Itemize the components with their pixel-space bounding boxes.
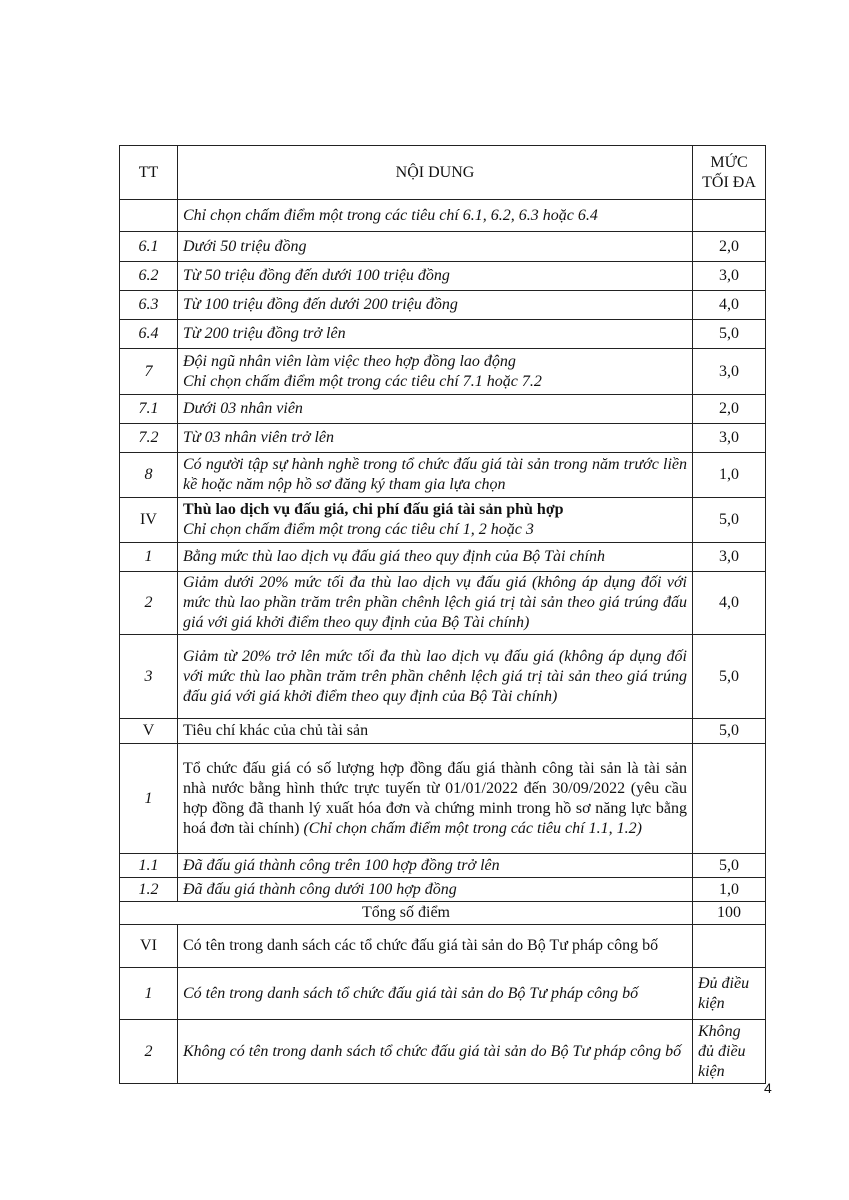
page-number: 4 <box>764 1080 772 1096</box>
row-content: Không có tên trong danh sách tổ chức đấu giá tài sản do Bộ Tư pháp công bố <box>178 1020 693 1084</box>
row-max <box>693 744 766 854</box>
criteria-table <box>119 145 766 1084</box>
header-tt: TT <box>120 146 178 200</box>
row-content-main: Tổ chức đấu giá có số lượng hợp đồng đấu giá thành công tài sản là tài sản nhà nước bằng hình thức trực tuyến từ 01/01/2022 đến 30/09/2022 (yêu cầu hợp đồng đã thanh lý xuất hóa đơn và chứng minh trong hồ sơ năng lực bằng hoá đơn tài chính) <box>183 759 687 837</box>
row-content: Có người tập sự hành nghề trong tổ chức đấu giá tài sản trong năm trước liền kề hoặc năm nộp hồ sơ đăng ký tham gia lựa chọn <box>178 453 693 498</box>
table-row <box>120 878 766 902</box>
row-content <box>178 498 693 543</box>
header-max-line1: MỨC <box>710 153 748 171</box>
row-tt: 1.2 <box>120 878 178 902</box>
row-tt: 1.1 <box>120 854 178 878</box>
table-row <box>120 262 766 291</box>
row-tt: VI <box>120 925 178 968</box>
total-label: Tổng số điểm <box>120 902 693 925</box>
row-content-line1: Thù lao dịch vụ đấu giá, chi phí đấu giá tài sản phù hợp <box>183 501 564 518</box>
row-max: 1,0 <box>693 878 766 902</box>
total-row <box>120 902 766 925</box>
table-row <box>120 635 766 719</box>
row-tt: 1 <box>120 543 178 572</box>
row-max <box>693 925 766 968</box>
row-tt: IV <box>120 498 178 543</box>
row-content <box>178 349 693 395</box>
row-content-line2: Chỉ chọn chấm điểm một trong các tiêu chí 1, 2 hoặc 3 <box>183 521 534 538</box>
table-row <box>120 453 766 498</box>
row-content: Đã đấu giá thành công dưới 100 hợp đồng <box>178 878 693 902</box>
header-content: NỘI DUNG <box>178 146 693 200</box>
table-row <box>120 498 766 543</box>
row-tt: 3 <box>120 635 178 719</box>
row-max: Không đủ điều kiện <box>693 1020 766 1084</box>
row-max: 4,0 <box>693 572 766 635</box>
row-content: Dưới 03 nhân viên <box>178 395 693 424</box>
header-max <box>693 146 766 200</box>
row-max: 3,0 <box>693 543 766 572</box>
row-max: 5,0 <box>693 498 766 543</box>
row-content: Tiêu chí khác của chủ tài sản <box>178 719 693 744</box>
row-tt: 1 <box>120 968 178 1020</box>
row-content: Chỉ chọn chấm điểm một trong các tiêu chí 6.1, 6.2, 6.3 hoặc 6.4 <box>178 200 693 232</box>
header-row <box>120 146 766 200</box>
row-max: 2,0 <box>693 395 766 424</box>
row-tt: 6.4 <box>120 320 178 349</box>
row-max: 3,0 <box>693 349 766 395</box>
table-row <box>120 572 766 635</box>
row-max: 4,0 <box>693 291 766 320</box>
row-tt: 8 <box>120 453 178 498</box>
table-row <box>120 395 766 424</box>
row-tt: 7.2 <box>120 424 178 453</box>
table-row <box>120 925 766 968</box>
row-content: Giảm từ 20% trở lên mức tối đa thù lao dịch vụ đấu giá (không áp dụng đối với mức thù lao phần trăm trên phần chênh lệch giá trị tài sản theo giá trúng đấu giá với giá khởi điểm theo quy định của Bộ Tài chính) <box>178 635 693 719</box>
header-max-line2: TỐI ĐA <box>702 173 756 191</box>
row-tt: 6.2 <box>120 262 178 291</box>
row-tt: 7.1 <box>120 395 178 424</box>
row-max: Đủ điều kiện <box>693 968 766 1020</box>
row-tt: 6.1 <box>120 232 178 262</box>
table-row <box>120 719 766 744</box>
row-tt: 2 <box>120 572 178 635</box>
row-content: Từ 100 triệu đồng đến dưới 200 triệu đồng <box>178 291 693 320</box>
row-content: Từ 200 triệu đồng trở lên <box>178 320 693 349</box>
row-tt: V <box>120 719 178 744</box>
row-tt: 6.3 <box>120 291 178 320</box>
table-row <box>120 1020 766 1084</box>
row-content: Từ 50 triệu đồng đến dưới 100 triệu đồng <box>178 262 693 291</box>
table-row <box>120 744 766 854</box>
table-row <box>120 968 766 1020</box>
row-content: Có tên trong danh sách tổ chức đấu giá tài sản do Bộ Tư pháp công bố <box>178 968 693 1020</box>
row-max: 2,0 <box>693 232 766 262</box>
row-max: 3,0 <box>693 424 766 453</box>
row-content: Bằng mức thù lao dịch vụ đấu giá theo quy định của Bộ Tài chính <box>178 543 693 572</box>
row-max <box>693 200 766 232</box>
row-max: 1,0 <box>693 453 766 498</box>
total-max: 100 <box>693 902 766 925</box>
row-content <box>178 744 693 854</box>
row-tt: 1 <box>120 744 178 854</box>
row-tt <box>120 200 178 232</box>
row-tt: 2 <box>120 1020 178 1084</box>
table-row <box>120 232 766 262</box>
table-row <box>120 320 766 349</box>
row-content: Có tên trong danh sách các tổ chức đấu giá tài sản do Bộ Tư pháp công bố <box>178 925 693 968</box>
table-row <box>120 291 766 320</box>
row-content: Dưới 50 triệu đồng <box>178 232 693 262</box>
row-content: Từ 03 nhân viên trở lên <box>178 424 693 453</box>
table-row <box>120 349 766 395</box>
row-max: 5,0 <box>693 854 766 878</box>
row-max: 5,0 <box>693 635 766 719</box>
row-content-line1: Đội ngũ nhân viên làm việc theo hợp đồng lao động <box>183 352 516 370</box>
table-row <box>120 424 766 453</box>
table-row <box>120 543 766 572</box>
table-row <box>120 854 766 878</box>
row-content-note: (Chỉ chọn chấm điểm một trong các tiêu chí 1.1, 1.2) <box>303 819 642 837</box>
row-max: 5,0 <box>693 320 766 349</box>
table-row <box>120 200 766 232</box>
row-content-line2: Chỉ chọn chấm điểm một trong các tiêu chí 7.1 hoặc 7.2 <box>183 372 542 390</box>
row-max: 5,0 <box>693 719 766 744</box>
row-content: Đã đấu giá thành công trên 100 hợp đồng trở lên <box>178 854 693 878</box>
row-content: Giảm dưới 20% mức tối đa thù lao dịch vụ đấu giá (không áp dụng đối với mức thù lao phần trăm trên phần chênh lệch giá trị tài sản theo giá trúng đấu giá với giá khởi điểm theo quy định của Bộ Tài chính) <box>178 572 693 635</box>
row-max: 3,0 <box>693 262 766 291</box>
row-tt: 7 <box>120 349 178 395</box>
